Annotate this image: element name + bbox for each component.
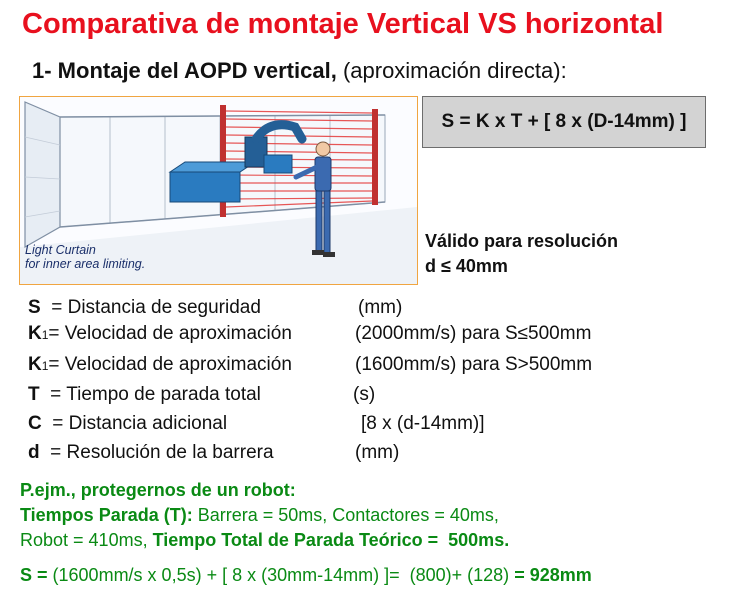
definition-unit: (mm) xyxy=(358,297,403,318)
illustration-caption xyxy=(25,243,145,271)
definition-text: = Distancia adicional xyxy=(41,413,228,434)
definition-symbol: K xyxy=(28,323,42,344)
example-heading-text: P.ejm., protegernos de un robot: xyxy=(20,480,296,500)
section-heading xyxy=(32,58,567,84)
definition-row-c xyxy=(28,413,485,435)
validity-note xyxy=(425,229,618,279)
definition-unit: (mm) xyxy=(355,442,400,463)
example-stop-times xyxy=(20,505,499,526)
definition-text: = Velocidad de aproximación xyxy=(48,323,292,344)
definition-unit: (2000mm/s) para S≤500mm xyxy=(355,323,592,344)
example-stop-times-values: Barrera = 50ms, Contactores = 40ms, xyxy=(192,505,499,525)
definition-unit: (1600mm/s) para S>500mm xyxy=(355,354,593,375)
definition-row-k1-b xyxy=(28,354,593,376)
result-calculation: (1600mm/s x 0,5s) + [ 8 x (30mm-14mm) ]= (800)+ (128) xyxy=(47,565,515,585)
definition-unit: [8 x (d-14mm)] xyxy=(361,413,485,434)
example-result xyxy=(20,565,592,586)
validity-line-2: d ≤ 40mm xyxy=(425,256,508,276)
definition-symbol: C xyxy=(28,413,42,434)
result-symbol: S = xyxy=(20,565,48,585)
caption-line-1: Light Curtain xyxy=(25,243,96,257)
definition-text: = Tiempo de parada total xyxy=(39,384,261,405)
example-total-time-label: Tiempo Total de Parada Teórico = 500ms. xyxy=(152,530,510,550)
definition-unit: (s) xyxy=(353,384,376,405)
result-value: = 928mm xyxy=(514,565,592,585)
section-heading-bold: 1- Montaje del AOPD vertical, xyxy=(32,58,337,83)
definition-subscript: 1 xyxy=(41,359,49,373)
definition-row-k1-a xyxy=(28,323,592,345)
example-stop-times-label: Tiempos Parada (T): xyxy=(20,505,193,525)
validity-line-1: Válido para resolución xyxy=(425,231,619,251)
page-title: Comparativa de montaje Vertical VS horizontal xyxy=(22,8,664,40)
definition-symbol: d xyxy=(28,442,40,463)
definition-row-s xyxy=(28,297,403,319)
definition-row-d xyxy=(28,442,400,464)
example-robot-time: Robot = 410ms, xyxy=(20,530,153,550)
example-heading xyxy=(20,480,296,501)
safety-distance-formula: S = K x T + [ 8 x (D-14mm) ] xyxy=(422,96,706,148)
definition-text: = Resolución de la barrera xyxy=(39,442,274,463)
definition-symbol: K xyxy=(28,354,42,375)
caption-line-2: for inner area limiting. xyxy=(25,257,146,271)
section-heading-rest: (aproximación directa): xyxy=(336,58,567,83)
light-curtain-illustration xyxy=(19,96,418,285)
example-total-time xyxy=(20,530,509,551)
definition-text: = Distancia de seguridad xyxy=(40,297,261,318)
definition-subscript: 1 xyxy=(41,328,49,342)
definition-symbol: S xyxy=(28,297,41,318)
definition-row-t xyxy=(28,384,376,406)
definition-text: = Velocidad de aproximación xyxy=(48,354,292,375)
definition-symbol: T xyxy=(28,384,40,405)
